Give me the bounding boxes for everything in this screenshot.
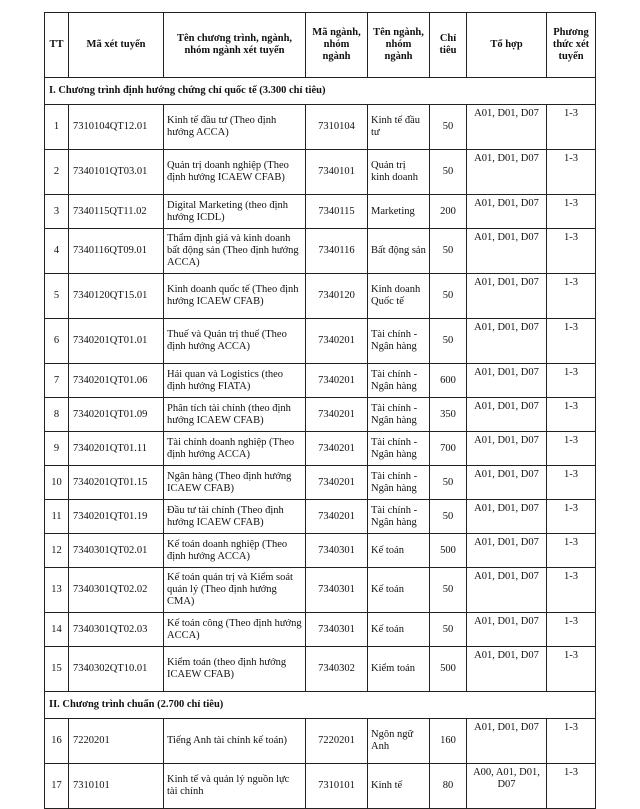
admission-table-page bbox=[44, 12, 595, 809]
section-row bbox=[45, 692, 596, 719]
row-tt: 7 bbox=[45, 364, 69, 398]
row-method: 1-3 bbox=[547, 150, 596, 195]
row-major-code: 7340201 bbox=[306, 319, 368, 364]
row-quota: 50 bbox=[430, 568, 467, 613]
row-tt: 11 bbox=[45, 500, 69, 534]
row-method: 1-3 bbox=[547, 195, 596, 229]
header-ma-xet-tuyen: Mã xét tuyển bbox=[69, 13, 164, 78]
row-code: 7340201QT01.19 bbox=[69, 500, 164, 534]
row-major: Tài chính - Ngân hàng bbox=[368, 319, 430, 364]
row-code: 7340201QT01.11 bbox=[69, 432, 164, 466]
row-tt: 13 bbox=[45, 568, 69, 613]
row-program: Tài chính doanh nghiệp (Theo định hướng ACCA) bbox=[164, 432, 306, 466]
row-tt: 3 bbox=[45, 195, 69, 229]
row-method: 1-3 bbox=[547, 364, 596, 398]
row-quota: 350 bbox=[430, 398, 467, 432]
row-tt: 16 bbox=[45, 719, 69, 764]
row-program: Kế toán công (Theo định hướng ACCA) bbox=[164, 613, 306, 647]
row-method: 1-3 bbox=[547, 466, 596, 500]
row-major: Quản trị kinh doanh bbox=[368, 150, 430, 195]
row-program: Thuế và Quản trị thuế (Theo định hướng ACCA) bbox=[164, 319, 306, 364]
row-major-code: 7340201 bbox=[306, 432, 368, 466]
table-body bbox=[45, 78, 596, 809]
row-method: 1-3 bbox=[547, 764, 596, 809]
row-code: 7340201QT01.15 bbox=[69, 466, 164, 500]
row-quota: 50 bbox=[430, 466, 467, 500]
row-program: Phân tích tài chính (theo định hướng ICAEW CFAB) bbox=[164, 398, 306, 432]
row-combo: A01, D01, D07 bbox=[467, 364, 547, 398]
table-row bbox=[45, 500, 596, 534]
row-program: Quản trị doanh nghiệp (Theo định hướng ICAEW CFAB) bbox=[164, 150, 306, 195]
row-method: 1-3 bbox=[547, 432, 596, 466]
row-major: Kinh tế đầu tư bbox=[368, 105, 430, 150]
row-program: Kế toán quản trị và Kiểm soát quản lý (Theo định hướng CMA) bbox=[164, 568, 306, 613]
row-method: 1-3 bbox=[547, 613, 596, 647]
row-combo: A01, D01, D07 bbox=[467, 534, 547, 568]
header-to-hop: Tổ hợp bbox=[467, 13, 547, 78]
row-major: Ngôn ngữ Anh bbox=[368, 719, 430, 764]
row-quota: 50 bbox=[430, 274, 467, 319]
header-ma-nganh: Mã ngành, nhóm ngành bbox=[306, 13, 368, 78]
row-quota: 50 bbox=[430, 500, 467, 534]
row-combo: A01, D01, D07 bbox=[467, 500, 547, 534]
table-row bbox=[45, 398, 596, 432]
table-row bbox=[45, 364, 596, 398]
row-major: Kế toán bbox=[368, 534, 430, 568]
row-quota: 160 bbox=[430, 719, 467, 764]
header-ten-nganh: Tên ngành, nhóm ngành bbox=[368, 13, 430, 78]
row-major: Kinh tế bbox=[368, 764, 430, 809]
row-code: 7340116QT09.01 bbox=[69, 229, 164, 274]
row-major-code: 7340301 bbox=[306, 534, 368, 568]
row-tt: 4 bbox=[45, 229, 69, 274]
row-combo: A01, D01, D07 bbox=[467, 150, 547, 195]
table-row bbox=[45, 229, 596, 274]
table-row bbox=[45, 274, 596, 319]
table-row bbox=[45, 105, 596, 150]
row-major-code: 7310101 bbox=[306, 764, 368, 809]
row-tt: 5 bbox=[45, 274, 69, 319]
row-combo: A01, D01, D07 bbox=[467, 398, 547, 432]
header-chi-tieu: Chỉ tiêu bbox=[430, 13, 467, 78]
row-quota: 50 bbox=[430, 105, 467, 150]
row-quota: 50 bbox=[430, 613, 467, 647]
row-tt: 15 bbox=[45, 647, 69, 692]
row-major-code: 7340301 bbox=[306, 613, 368, 647]
row-tt: 2 bbox=[45, 150, 69, 195]
table-row bbox=[45, 195, 596, 229]
row-method: 1-3 bbox=[547, 500, 596, 534]
row-code: 7340302QT10.01 bbox=[69, 647, 164, 692]
row-major-code: 7340201 bbox=[306, 364, 368, 398]
row-quota: 50 bbox=[430, 319, 467, 364]
row-quota: 700 bbox=[430, 432, 467, 466]
row-program: Hải quan và Logistics (theo định hướng FIATA) bbox=[164, 364, 306, 398]
row-program: Kiểm toán (theo định hướng ICAEW CFAB) bbox=[164, 647, 306, 692]
table-row bbox=[45, 719, 596, 764]
row-combo: A01, D01, D07 bbox=[467, 613, 547, 647]
row-major: Tài chính - Ngân hàng bbox=[368, 432, 430, 466]
section-title: II. Chương trình chuẩn (2.700 chỉ tiêu) bbox=[45, 692, 596, 719]
row-quota: 200 bbox=[430, 195, 467, 229]
row-major: Kế toán bbox=[368, 613, 430, 647]
row-tt: 8 bbox=[45, 398, 69, 432]
row-quota: 50 bbox=[430, 150, 467, 195]
row-code: 7340201QT01.01 bbox=[69, 319, 164, 364]
row-major-code: 7340101 bbox=[306, 150, 368, 195]
row-major: Tài chính - Ngân hàng bbox=[368, 364, 430, 398]
row-program: Ngân hàng (Theo định hướng ICAEW CFAB) bbox=[164, 466, 306, 500]
row-code: 7340301QT02.01 bbox=[69, 534, 164, 568]
row-tt: 10 bbox=[45, 466, 69, 500]
row-tt: 9 bbox=[45, 432, 69, 466]
header-phuong-thuc: Phương thức xét tuyển bbox=[547, 13, 596, 78]
row-method: 1-3 bbox=[547, 568, 596, 613]
row-program: Kinh doanh quốc tế (Theo định hướng ICAEW CFAB) bbox=[164, 274, 306, 319]
row-program: Kinh tế đầu tư (Theo định hướng ACCA) bbox=[164, 105, 306, 150]
row-major: Kiểm toán bbox=[368, 647, 430, 692]
row-combo: A01, D01, D07 bbox=[467, 274, 547, 319]
row-major-code: 7340201 bbox=[306, 500, 368, 534]
row-major-code: 7340201 bbox=[306, 466, 368, 500]
row-quota: 600 bbox=[430, 364, 467, 398]
row-code: 7310101 bbox=[69, 764, 164, 809]
row-tt: 1 bbox=[45, 105, 69, 150]
row-method: 1-3 bbox=[547, 105, 596, 150]
section-title: I. Chương trình định hướng chứng chỉ quốc tế (3.300 chỉ tiêu) bbox=[45, 78, 596, 105]
row-major-code: 7340201 bbox=[306, 398, 368, 432]
table-row bbox=[45, 319, 596, 364]
row-code: 7310104QT12.01 bbox=[69, 105, 164, 150]
row-major: Kế toán bbox=[368, 568, 430, 613]
row-combo: A00, A01, D01, D07 bbox=[467, 764, 547, 809]
row-major-code: 7340116 bbox=[306, 229, 368, 274]
row-major-code: 7340301 bbox=[306, 568, 368, 613]
row-method: 1-3 bbox=[547, 534, 596, 568]
row-method: 1-3 bbox=[547, 319, 596, 364]
row-combo: A01, D01, D07 bbox=[467, 319, 547, 364]
row-major: Tài chính - Ngân hàng bbox=[368, 500, 430, 534]
row-method: 1-3 bbox=[547, 719, 596, 764]
row-major-code: 7220201 bbox=[306, 719, 368, 764]
row-quota: 80 bbox=[430, 764, 467, 809]
row-combo: A01, D01, D07 bbox=[467, 432, 547, 466]
row-quota: 500 bbox=[430, 534, 467, 568]
row-combo: A01, D01, D07 bbox=[467, 195, 547, 229]
row-code: 7220201 bbox=[69, 719, 164, 764]
header-ten-chuong-trinh: Tên chương trình, ngành, nhóm ngành xét tuyển bbox=[164, 13, 306, 78]
row-major-code: 7340120 bbox=[306, 274, 368, 319]
row-major: Kinh doanh Quốc tế bbox=[368, 274, 430, 319]
row-major-code: 7310104 bbox=[306, 105, 368, 150]
table-row bbox=[45, 613, 596, 647]
row-code: 7340301QT02.03 bbox=[69, 613, 164, 647]
row-major: Bất động sản bbox=[368, 229, 430, 274]
row-method: 1-3 bbox=[547, 398, 596, 432]
admission-table bbox=[44, 12, 596, 809]
row-combo: A01, D01, D07 bbox=[467, 568, 547, 613]
row-quota: 50 bbox=[430, 229, 467, 274]
row-tt: 17 bbox=[45, 764, 69, 809]
row-major: Tài chính - Ngân hàng bbox=[368, 398, 430, 432]
table-row bbox=[45, 150, 596, 195]
row-code: 7340115QT11.02 bbox=[69, 195, 164, 229]
row-major-code: 7340302 bbox=[306, 647, 368, 692]
row-code: 7340101QT03.01 bbox=[69, 150, 164, 195]
row-combo: A01, D01, D07 bbox=[467, 647, 547, 692]
table-row bbox=[45, 764, 596, 809]
row-code: 7340201QT01.06 bbox=[69, 364, 164, 398]
row-method: 1-3 bbox=[547, 647, 596, 692]
row-quota: 500 bbox=[430, 647, 467, 692]
table-row bbox=[45, 647, 596, 692]
table-row bbox=[45, 534, 596, 568]
row-program: Digital Marketing (theo định hướng ICDL) bbox=[164, 195, 306, 229]
row-method: 1-3 bbox=[547, 274, 596, 319]
row-code: 7340120QT15.01 bbox=[69, 274, 164, 319]
row-code: 7340201QT01.09 bbox=[69, 398, 164, 432]
row-major: Tài chính - Ngân hàng bbox=[368, 466, 430, 500]
table-row bbox=[45, 568, 596, 613]
row-tt: 6 bbox=[45, 319, 69, 364]
row-tt: 14 bbox=[45, 613, 69, 647]
row-combo: A01, D01, D07 bbox=[467, 466, 547, 500]
row-program: Đầu tư tài chính (Theo định hướng ICAEW CFAB) bbox=[164, 500, 306, 534]
table-header-row bbox=[45, 13, 596, 78]
row-method: 1-3 bbox=[547, 229, 596, 274]
row-combo: A01, D01, D07 bbox=[467, 229, 547, 274]
section-row bbox=[45, 78, 596, 105]
row-program: Kế toán doanh nghiệp (Theo định hướng ACCA) bbox=[164, 534, 306, 568]
row-program: Kinh tế và quản lý nguồn lực tài chính bbox=[164, 764, 306, 809]
row-combo: A01, D01, D07 bbox=[467, 105, 547, 150]
table-row bbox=[45, 432, 596, 466]
row-major-code: 7340115 bbox=[306, 195, 368, 229]
row-program: Tiếng Anh tài chính kế toán) bbox=[164, 719, 306, 764]
row-major: Marketing bbox=[368, 195, 430, 229]
header-tt: TT bbox=[45, 13, 69, 78]
row-code: 7340301QT02.02 bbox=[69, 568, 164, 613]
table-row bbox=[45, 466, 596, 500]
row-program: Thẩm định giá và kinh doanh bất động sản (Theo định hướng ACCA) bbox=[164, 229, 306, 274]
row-tt: 12 bbox=[45, 534, 69, 568]
row-combo: A01, D01, D07 bbox=[467, 719, 547, 764]
